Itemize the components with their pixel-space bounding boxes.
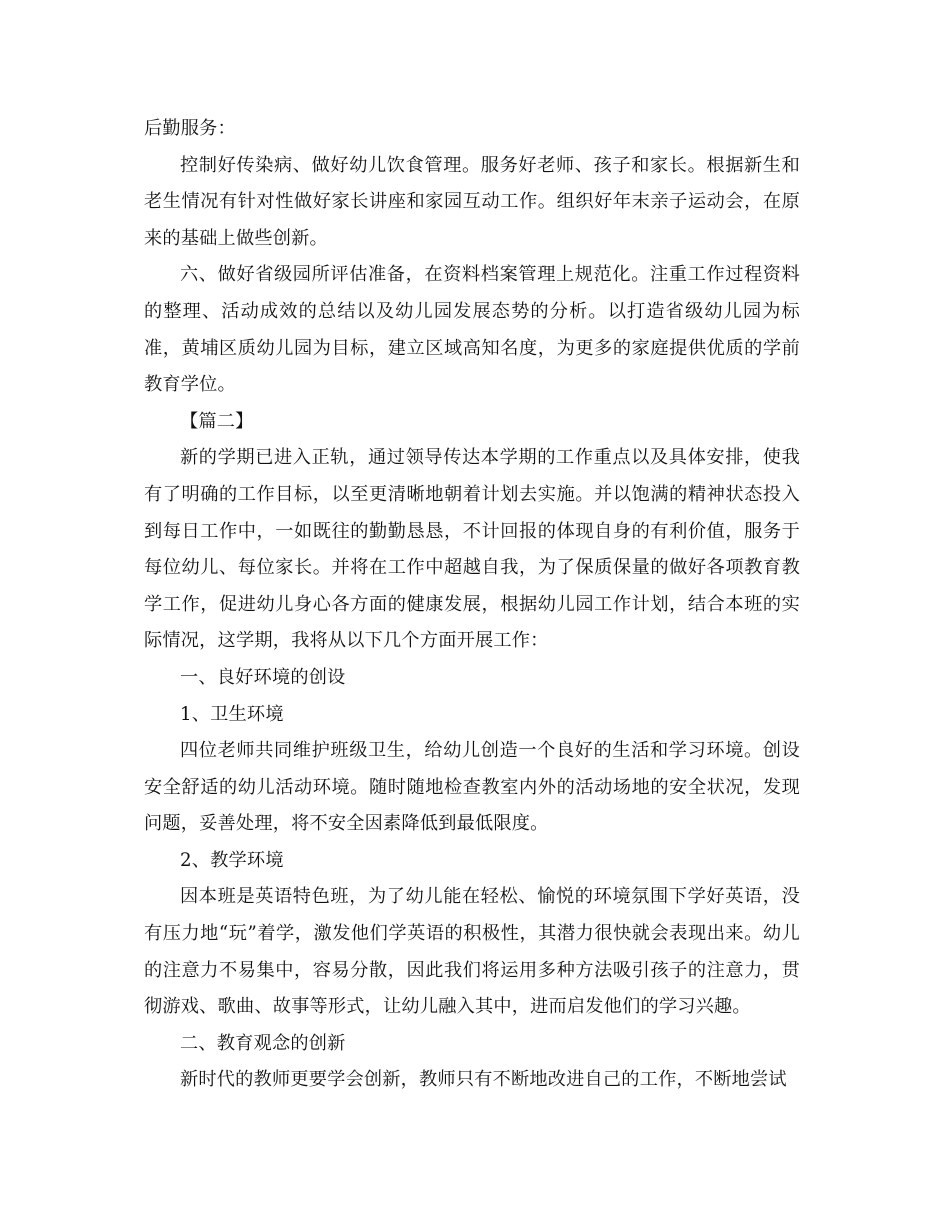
paragraph-provincial-evaluation: 六、做好省级园所评估准备，在资料档案管理上规范化。注重工作过程资料的整理、活动成效的总结以及幼儿园发展态势的分析。以打造省级幼儿园为标准，黄埔区质幼儿园为目标，建立区域高知名度，为更多的家庭提供优质的学前教育学位。 bbox=[144, 264, 800, 396]
document-body bbox=[144, 111, 800, 1099]
subheading-hygiene-environment: 1、卫生环境 bbox=[180, 703, 284, 725]
paragraph-education-innovation: 新时代的教师更要学会创新，教师只有不断地改进自己的工作，不断地尝试 bbox=[180, 1069, 787, 1091]
paragraph-logistics-service: 控制好传染病、做好幼儿饮食管理。服务好老师、孩子和家长。根据新生和老生情况有针对性做好家长讲座和家园互动工作。组织好年末亲子运动会，在原来的基础上做些创新。 bbox=[144, 154, 800, 249]
paragraph-semester-intro: 新的学期已进入正轨，通过领导传达本学期的工作重点以及具体安排，使我有了明确的工作目标，以至更清晰地朝着计划去实施。并以饱满的精神状态投入到每日工作中，一如既往的勤勤恳恳，不计回报的体现自身的有利价值，服务于每位幼儿、每位家长。并将在工作中超越自我，为了保质保量的做好各项教育教学工作，促进幼儿身心各方面的健康发展，根据幼儿园工作计划，结合本班的实际情况，这学期，我将从以下几个方面开展工作： bbox=[144, 447, 800, 652]
heading-education-innovation: 二、教育观念的创新 bbox=[180, 1032, 346, 1054]
subheading-teaching-environment: 2、教学环境 bbox=[180, 849, 284, 871]
heading-environment-creation: 一、良好环境的创设 bbox=[180, 666, 346, 688]
section-label-logistics: 后勤服务： bbox=[144, 118, 236, 139]
section-heading-part-two: 【篇二】 bbox=[180, 410, 254, 432]
paragraph-hygiene-environment: 四位老师共同维护班级卫生，给幼儿创造一个良好的生活和学习环境。创设安全舒适的幼儿活动环境。随时随地检查教室内外的活动场地的安全状况，发现问题，妥善处理，将不安全因素降低到最低限度。 bbox=[144, 740, 800, 835]
paragraph-teaching-environment: 因本班是英语特色班，为了幼儿能在轻松、愉悦的环境氛围下学好英语，没有压力地“玩”着学，激发他们学英语的积极性，其潜力很快就会表现出来。幼儿的注意力不易集中，容易分散，因此我们将运用多种方法吸引孩子的注意力，贯彻游戏、歌曲、故事等形式，让幼儿融入其中，进而启发他们的学习兴趣。 bbox=[144, 886, 800, 1018]
